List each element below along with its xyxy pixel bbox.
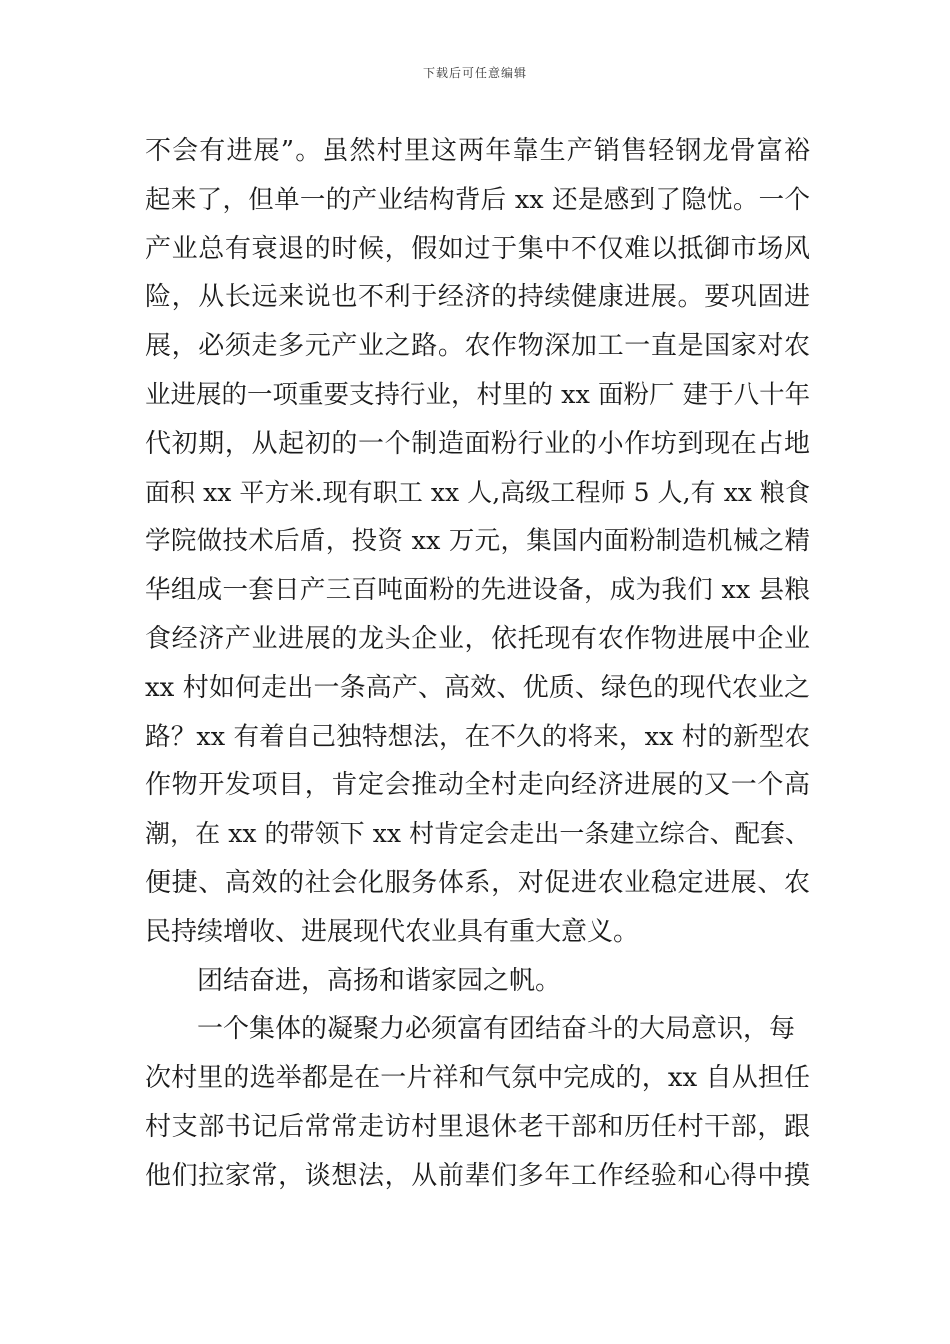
text-line: 学院做技术后盾，投资 xx 万元，集国内面粉制造机械之精 — [145, 526, 810, 557]
text-line: 作物开发项目，肯定会推动全村走向经济进展的又一个高 — [145, 770, 810, 801]
text-line: 潮，在 xx 的带领下 xx 村肯定会走出一条建立综合、配套、 — [145, 819, 810, 849]
text-line: 华组成一套日产三百吨面粉的先进设备，成为我们 xx 县粮 — [145, 575, 810, 606]
text-line: 业进展的一项重要支持行业，村里的 xx 面粉厂 建于八十年 — [145, 379, 811, 410]
section-heading: 团结奋进，高扬和谐家园之帆。 — [197, 965, 562, 996]
text-line: 次村里的选举都是在一片祥和气氛中完成的，xx 自从担任 — [145, 1063, 810, 1094]
text-line: 便捷、高效的社会化服务体系，对促进农业稳定进展、农 — [145, 867, 810, 898]
text-line: 路？xx 有着自己独特想法，在不久的将来，xx 村的新型农 — [145, 721, 810, 752]
text-line: 险，从长远来说也不利于经济的持续健康进展。要巩固进 — [145, 282, 810, 313]
paragraph-last-line: 民持续增收、进展现代农业具有重大意义。 — [145, 916, 640, 947]
text-line: 他们拉家常，谈想法，从前辈们多年工作经验和心得中摸 — [145, 1160, 810, 1191]
text-line: 食经济产业进展的龙头企业，依托现有农作物进展中企业 — [145, 623, 810, 654]
text-line: xx 村如何走出一条高产、高效、优质、绿色的现代农业之 — [145, 672, 810, 703]
page-header: 下载后可任意编辑 — [422, 66, 527, 80]
text-line: 展，必须走多元产业之路。农作物深加工一直是国家对农 — [145, 331, 810, 362]
text-line: 村支部书记后常常走访村里退休老干部和历任村干部，跟 — [145, 1111, 810, 1142]
text-line: 起来了，但单一的产业结构背后 xx 还是感到了隐忧。一个 — [145, 184, 810, 215]
text-line: 不会有进展”。虽然村里这两年靠生产销售轻钢龙骨富裕 — [145, 136, 810, 166]
text-line: 面积 xx 平方米.现有职工 xx 人,高级工程师 5 人,有 xx 粮食 — [145, 477, 810, 507]
paragraph-first-line: 一个集体的凝聚力必须富有团结奋斗的大局意识，每 — [197, 1014, 796, 1045]
text-line: 产业总有衰退的时候，假如过于集中不仅难以抵御市场风 — [145, 233, 810, 264]
text-line: 代初期，从起初的一个制造面粉行业的小作坊到现在占地 — [145, 428, 810, 459]
document-body — [145, 127, 810, 1201]
